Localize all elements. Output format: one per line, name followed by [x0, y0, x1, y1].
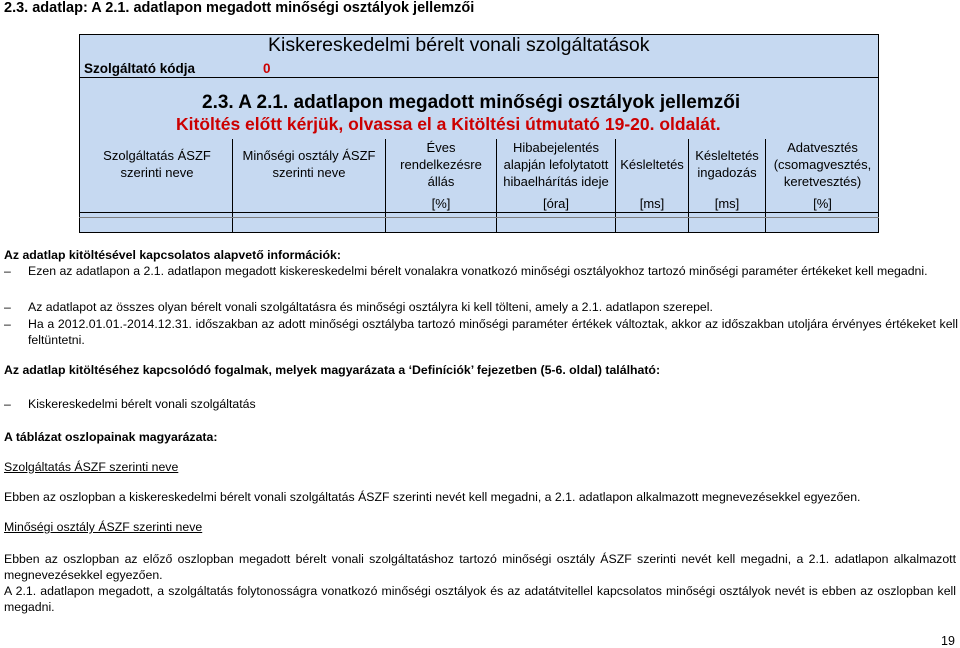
column-header-data-loss: Adatvesztés (csomagvesztés, keretvesztés)	[773, 140, 872, 189]
section-heading: 2.3. adatlap: A 2.1. adatlapon megadott minőségi osztályok jellemzői	[4, 0, 475, 16]
unit-label: [óra]	[542, 196, 569, 211]
column-header-repair-time: Hibabejelentés alapján lefolytatott hibaelhárítás ideje	[503, 140, 609, 189]
divider	[79, 77, 879, 78]
bullet-dash: –	[4, 300, 11, 314]
form-title: 2.3. A 2.1. adatlapon megadott minőségi osztályok jellemzői	[202, 92, 741, 113]
section-text: A 2.1. adatlapon megadott, a szolgáltatás folytonosságra vonatkozó minőségi osztályok és az adatátvitellel kapcsolatos minőségi osztályok nevét is ebben az oszlopban kell megadni.	[4, 584, 956, 614]
bullet-dash: –	[4, 317, 11, 331]
banner-title: Kiskereskedelmi bérelt vonali szolgáltatások	[268, 34, 650, 56]
info-bullet: Az adatlapot az összes olyan bérelt vonali szolgáltatásra és minőségi osztályra ki kell tölteni, amely a 2.1. adatlapon szerepel.	[28, 300, 713, 314]
provider-code-row	[84, 61, 271, 76]
provider-code-value[interactable]: 0	[263, 61, 271, 76]
bullet-dash: –	[4, 264, 11, 278]
column-header-availability: Éves rendelkezésre állás	[400, 140, 482, 189]
definition-item: Kiskereskedelmi bérelt vonali szolgáltatás	[28, 397, 256, 411]
section-title-quality-class: Minőségi osztály ÁSZF szerinti neve	[4, 520, 203, 534]
info-bullet: Ezen az adatlapon a 2.1. adatlapon megadott kiskereskedelmi bérelt vonalakra vonatkozó minőségi osztályokhoz tartozó minőségi paraméter értékeket kell megadni.	[28, 264, 928, 278]
column-divider	[615, 139, 616, 233]
unit-label: [ms]	[714, 196, 740, 211]
explanation-heading: A táblázat oszlopainak magyarázata:	[4, 430, 218, 444]
provider-code-label: Szolgáltató kódja	[84, 61, 196, 76]
section-title-service-name: Szolgáltatás ÁSZF szerinti neve	[4, 460, 179, 474]
section-text: Ebben az oszlopban az előző oszlopban megadott bérelt vonali szolgáltatáshoz tartozó minőségi osztály ÁSZF szerinti nevét kell megadni, a 2.1. adatlapon alkalmazott megnevezésekkel egyezően.	[4, 552, 956, 582]
column-header-service-name: Szolgáltatás ÁSZF szerinti neve	[103, 148, 211, 180]
form-instruction: Kitöltés előtt kérjük, olvassa el a Kitöltési útmutató 19-20. oldalát.	[176, 114, 721, 134]
column-header-quality-class: Minőségi osztály ÁSZF szerinti neve	[242, 148, 376, 180]
table-divider	[79, 212, 879, 213]
page-number: 19	[941, 634, 955, 648]
info-bullet: Ha a 2012.01.01.-2014.12.31. időszakban az adott minőségi osztályba tartozó minőségi paraméter értékek változtak, akkor az időszakban utoljára érvényes értékeket kell feltüntetni.	[28, 317, 958, 347]
column-header-latency: Késleltetés	[620, 157, 684, 172]
section-text: Ebben az oszlopban a kiskereskedelmi bérelt vonali szolgáltatás ÁSZF szerinti nevét kell megadni, a 2.1. adatlapon alkalmazott megnevezésekkel egyezően.	[4, 490, 861, 504]
unit-label: [%]	[431, 196, 451, 211]
column-header-jitter: Késleltetés ingadozás	[695, 148, 759, 180]
bullet-dash: –	[4, 397, 11, 411]
definitions-heading: Az adatlap kitöltéséhez kapcsolódó fogalmak, melyek magyarázata a ‘Definíciók’ fejezetben (5-6. oldal) található:	[4, 363, 661, 377]
unit-label: [ms]	[639, 196, 665, 211]
info-heading: Az adatlap kitöltésével kapcsolatos alapvető információk:	[4, 248, 341, 262]
unit-label: [%]	[813, 196, 832, 211]
table-divider	[79, 217, 879, 218]
